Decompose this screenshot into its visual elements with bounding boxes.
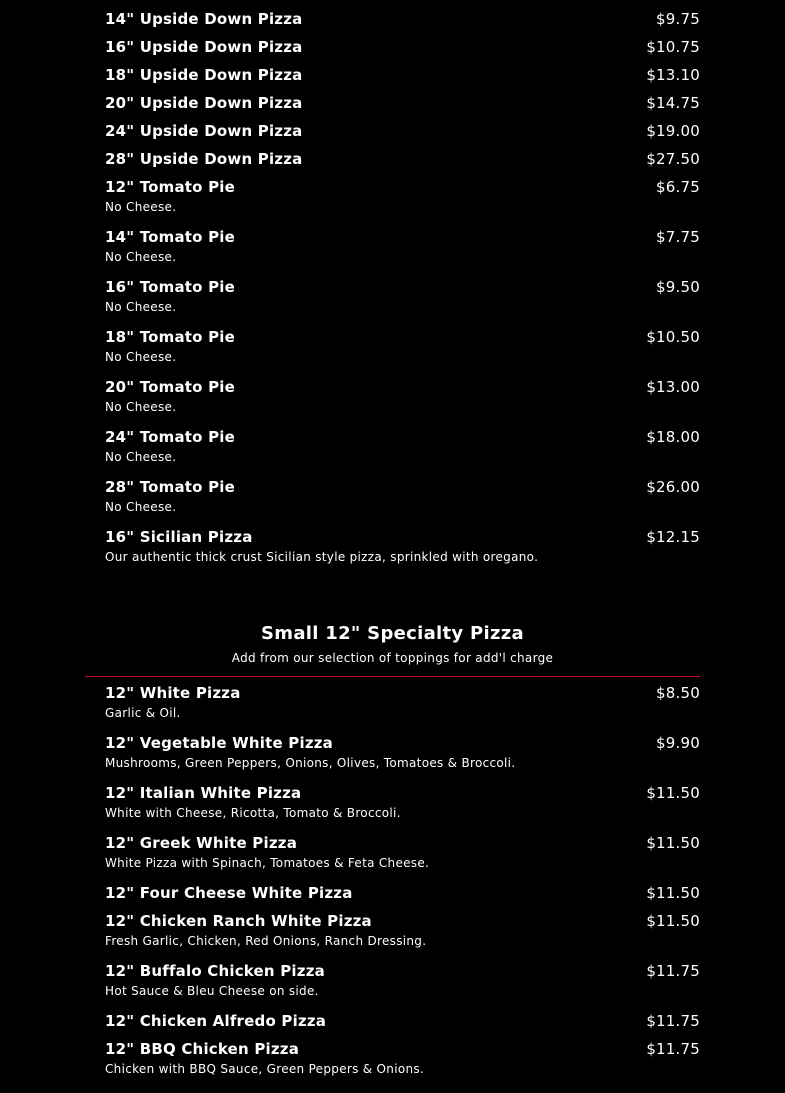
menu-item-row (105, 226, 700, 248)
menu-item-price: $9.75 (656, 10, 700, 28)
menu-item[interactable] (105, 476, 700, 526)
menu-item-price: $11.50 (646, 784, 700, 802)
menu-item-row (105, 8, 700, 30)
menu-item[interactable] (105, 782, 700, 832)
menu-item-name: 18" Tomato Pie (105, 328, 236, 346)
menu-item-row (105, 426, 700, 448)
menu-item-description: Fresh Garlic, Chicken, Red Onions, Ranch Dressing. (105, 934, 427, 948)
menu-item-name: 28" Tomato Pie (105, 478, 236, 496)
menu-item-description: White with Cheese, Ricotta, Tomato & Broccoli. (105, 806, 401, 820)
menu-item[interactable] (105, 882, 700, 910)
specialty-section-header (85, 622, 700, 668)
menu-item[interactable] (105, 120, 700, 148)
menu-item-name: 12" BBQ Chicken Pizza (105, 1040, 300, 1058)
menu-item-price: $11.50 (646, 834, 700, 852)
menu-item-row (105, 782, 700, 804)
menu-item[interactable] (105, 326, 700, 376)
menu-item-price: $13.10 (646, 66, 700, 84)
menu-item-row (105, 64, 700, 86)
menu-item-row (105, 276, 700, 298)
menu-item-price: $10.50 (646, 328, 700, 346)
menu-item-row (105, 526, 700, 548)
menu-item-price: $13.00 (646, 378, 700, 396)
menu-item-description: No Cheese. (105, 350, 177, 364)
menu-item-name: 12" White Pizza (105, 684, 241, 702)
menu-item-description: No Cheese. (105, 500, 177, 514)
menu-item-price: $9.90 (656, 734, 700, 752)
menu-item[interactable] (105, 148, 700, 176)
menu-item[interactable] (105, 960, 700, 1010)
menu-item-row (105, 1038, 700, 1060)
specialty-pizza-list (105, 682, 700, 1088)
menu-item-price: $26.00 (646, 478, 700, 496)
menu-item-price: $9.50 (656, 278, 700, 296)
menu-item-row (105, 732, 700, 754)
menu-item-row (105, 120, 700, 142)
menu-item-price: $11.50 (646, 912, 700, 930)
menu-item-description: No Cheese. (105, 250, 177, 264)
menu-item-name: 16" Upside Down Pizza (105, 38, 303, 56)
menu-item[interactable] (105, 64, 700, 92)
menu-item-price: $6.75 (656, 178, 700, 196)
menu-item[interactable] (105, 682, 700, 732)
section-subtitle: Add from our selection of toppings for add'l charge (231, 651, 554, 665)
menu-item-description: No Cheese. (105, 200, 177, 214)
menu-item[interactable] (105, 226, 700, 276)
menu-item[interactable] (105, 910, 700, 960)
menu-item-row (105, 882, 700, 904)
menu-item[interactable] (105, 36, 700, 64)
menu-item-row (105, 326, 700, 348)
menu-item-price: $8.50 (656, 684, 700, 702)
menu-item-name: 12" Chicken Alfredo Pizza (105, 1012, 327, 1030)
menu-item-price: $11.75 (646, 1012, 700, 1030)
menu-item-row (105, 832, 700, 854)
menu-item-price: $11.75 (646, 1040, 700, 1058)
menu-item-description: No Cheese. (105, 400, 177, 414)
menu-item-name: 12" Vegetable White Pizza (105, 734, 334, 752)
menu-item-name: 20" Upside Down Pizza (105, 94, 303, 112)
menu-item-description: Mushrooms, Green Peppers, Onions, Olives, Tomatoes & Broccoli. (105, 756, 516, 770)
menu-item-description: Chicken with BBQ Sauce, Green Peppers & Onions. (105, 1062, 425, 1076)
menu-item-row (105, 176, 700, 198)
menu-item-row (105, 910, 700, 932)
section-title: Small 12" Specialty Pizza (261, 623, 524, 644)
menu-item-description: No Cheese. (105, 300, 177, 314)
menu-item-price: $19.00 (646, 122, 700, 140)
menu-item-name: 16" Tomato Pie (105, 278, 236, 296)
menu-item-price: $12.15 (646, 528, 700, 546)
menu-item-name: 16" Sicilian Pizza (105, 528, 253, 546)
menu-item-price: $11.50 (646, 884, 700, 902)
menu-item-name: 12" Tomato Pie (105, 178, 236, 196)
menu-item-row (105, 376, 700, 398)
menu-item-row (105, 92, 700, 114)
menu-item[interactable] (105, 176, 700, 226)
menu-item-name: 12" Buffalo Chicken Pizza (105, 962, 325, 980)
menu-item-name: 28" Upside Down Pizza (105, 150, 303, 168)
menu-item-name: 12" Chicken Ranch White Pizza (105, 912, 372, 930)
menu-item[interactable] (105, 276, 700, 326)
menu-item[interactable] (105, 8, 700, 36)
menu-item-name: 24" Tomato Pie (105, 428, 236, 446)
menu-item[interactable] (105, 832, 700, 882)
menu-item[interactable] (105, 1038, 700, 1088)
menu-item-price: $27.50 (646, 150, 700, 168)
menu-item[interactable] (105, 1010, 700, 1038)
menu-item-price: $18.00 (646, 428, 700, 446)
menu-item-name: 24" Upside Down Pizza (105, 122, 303, 140)
menu-item-description: No Cheese. (105, 450, 177, 464)
menu-item-row (105, 960, 700, 982)
menu-item-row (105, 1010, 700, 1032)
menu-item-name: 12" Italian White Pizza (105, 784, 302, 802)
section-divider (85, 676, 700, 677)
menu-item-name: 14" Upside Down Pizza (105, 10, 303, 28)
menu-item-price: $11.75 (646, 962, 700, 980)
menu-item-row (105, 148, 700, 170)
menu-item-name: 12" Four Cheese White Pizza (105, 884, 353, 902)
pizza-menu-list (105, 8, 700, 576)
menu-item[interactable] (105, 732, 700, 782)
menu-item[interactable] (105, 92, 700, 120)
menu-item[interactable] (105, 526, 700, 576)
menu-item-row (105, 36, 700, 58)
menu-item[interactable] (105, 426, 700, 476)
menu-item-name: 18" Upside Down Pizza (105, 66, 303, 84)
menu-item-price: $14.75 (646, 94, 700, 112)
menu-item-price: $10.75 (646, 38, 700, 56)
menu-item-price: $7.75 (656, 228, 700, 246)
menu-item[interactable] (105, 376, 700, 426)
menu-item-name: 20" Tomato Pie (105, 378, 236, 396)
menu-item-row (105, 476, 700, 498)
menu-item-name: 12" Greek White Pizza (105, 834, 298, 852)
menu-item-name: 14" Tomato Pie (105, 228, 236, 246)
menu-item-row (105, 682, 700, 704)
menu-item-description: Our authentic thick crust Sicilian style pizza, sprinkled with oregano. (105, 550, 539, 564)
menu-item-description: Garlic & Oil. (105, 706, 181, 720)
menu-item-description: Hot Sauce & Bleu Cheese on side. (105, 984, 319, 998)
menu-item-description: White Pizza with Spinach, Tomatoes & Feta Cheese. (105, 856, 430, 870)
